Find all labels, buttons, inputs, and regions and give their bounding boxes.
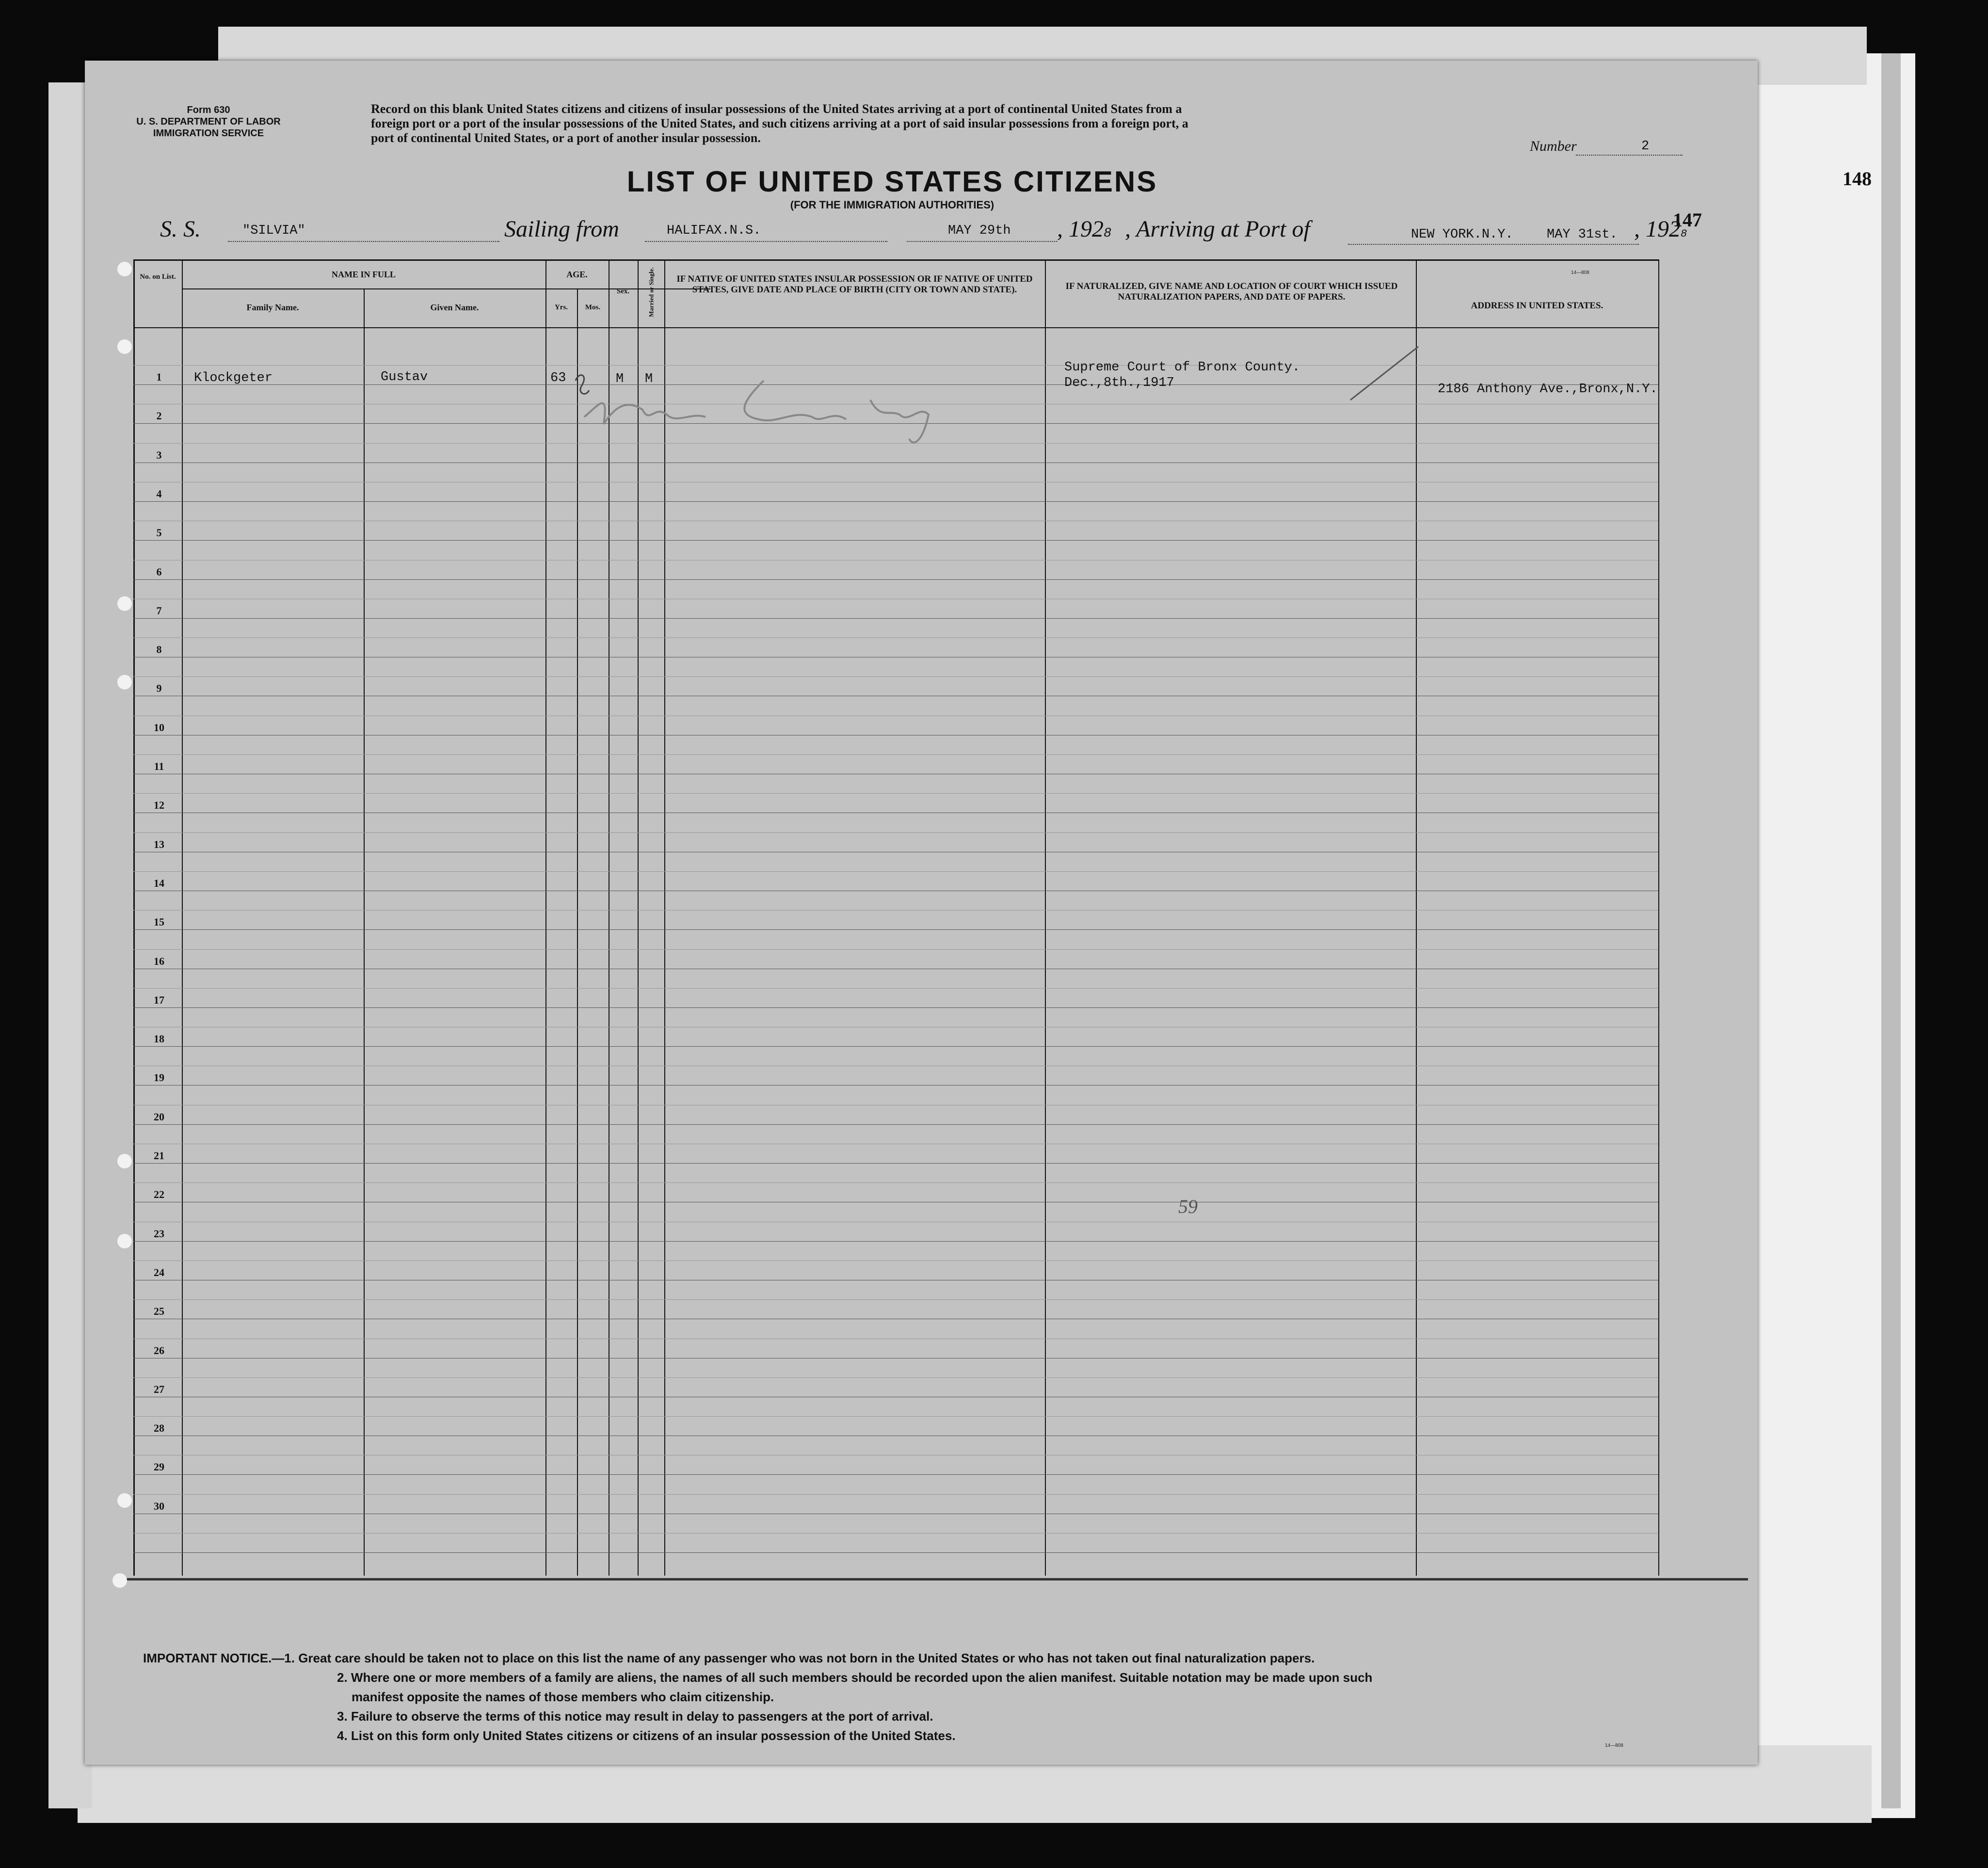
passenger-table [85,61,1758,1765]
row-number: 16 [154,955,164,967]
notice-item [143,1648,1743,1668]
entry-court-line2: Dec.,8th.,1917 [1064,376,1174,390]
punch-hole [117,596,132,611]
row-number: 15 [154,916,164,928]
instructions-line: foreign port or a port of the insular possessions of the United States, and such citizens arriving at a port of said insular possessions from a foreign port, a [371,116,1188,130]
instructions-line: port of continental United States, or a port of another insular possession. [371,131,761,145]
notice-item2a: 2. Where one or more members of a family are aliens, the names of all such members should be recorded upon the alien manifest. Suitable notation may be made upon such [337,1670,1373,1685]
row-rule-light [133,365,1658,366]
row-rule [133,540,1658,541]
row-rule [133,1163,1658,1164]
row-number: 7 [156,604,162,617]
row-number: 20 [154,1110,164,1123]
row-number: 19 [154,1071,164,1084]
row-rule-light [133,1416,1658,1417]
notice-item3: 3. Failure to observe the terms of this notice may result in delay to passengers at the port of arrival. [337,1709,933,1724]
check-mark [1346,342,1423,405]
row-rule-light [133,754,1658,755]
col-rule-right [1658,259,1659,1576]
department-name: U. S. DEPARTMENT OF LABOR [136,116,281,127]
row-number: 17 [154,993,164,1006]
entry-given-name: Gustav [381,370,428,384]
col-rule [1416,259,1417,1576]
number-label: Number [1530,138,1577,154]
row-rule [133,1552,1658,1553]
row-number: 2 [156,410,162,422]
sailing-year-suffix: 8 [1104,226,1112,241]
row-rule [133,1241,1658,1242]
inner-page-number: 147 [1673,209,1702,231]
entry-marital: M [645,372,653,386]
row-rule [133,1046,1658,1047]
header-address: ADDRESS IN UNITED STATES. [1471,301,1603,311]
punch-hole [117,339,132,354]
entry-address: 2186 Anthony Ave.,Bronx,N.Y. [1438,382,1658,397]
form-subtitle: (FOR THE IMMIGRATION AUTHORITIES) [790,199,994,211]
row-number: 3 [156,448,162,461]
stamp-number: 59 [1178,1196,1198,1217]
row-number: 27 [154,1383,164,1395]
notice-item4: 4. List on this form only United States citizens or citizens of an insular possession of the United States. [337,1728,956,1743]
arrival-port: NEW YORK.N.Y. [1411,227,1513,242]
row-rule [133,1007,1658,1008]
header-birth: IF NATIVE OF UNITED STATES INSULAR POSSESSION OR IF NATIVE OF UNITED STATES, GIVE DATE AND PLACE OF BIRTH (CITY OR TOWN AND STATE). [676,274,1033,295]
header-age: AGE. [566,270,588,279]
printer-mark-bottom: 14—808 [1605,1743,1623,1748]
row-rule-light [133,1377,1658,1378]
instructions-line: Record on this blank United States citizens and citizens of insular possessions of the United States arriving at a port of continental United States from a [371,102,1182,116]
header-no-on-list: No. on List. [140,273,176,281]
row-rule-light [133,793,1658,794]
row-number: 26 [154,1344,164,1357]
row-number: 23 [154,1227,164,1240]
row-number: 5 [156,527,162,539]
table-bottom-rule [126,1578,1748,1581]
row-rule [133,1085,1658,1086]
notice-item2b: manifest opposite the names of those members who claim citizenship. [352,1690,774,1704]
row-rule-light [133,832,1658,833]
ss-label: S. S. [160,216,201,242]
header-bottom-rule [133,327,1658,328]
punch-hole [117,675,132,689]
header-married: Married or Single. [647,267,655,317]
row-rule [133,1474,1658,1475]
col-rule-left [133,259,135,1576]
notice-item1: 1. Great care should be taken not to place on this list the name of any passenger who was not born in the United States or who has not taken out final naturalization papers. [284,1651,1315,1665]
row-number: 25 [154,1305,164,1318]
arriving-label: , Arriving at Port of [1125,216,1310,242]
sailing-year-prefix: , 192 [1057,216,1104,242]
punch-hole [117,1493,132,1508]
header-yrs: Yrs. [554,303,568,311]
row-number: 6 [156,565,162,578]
header-given-name: Given Name. [430,303,479,312]
col-rule [182,259,183,1576]
number-value: 2 [1641,139,1650,154]
row-rule-light [133,1299,1658,1300]
form-number: Form 630 [187,105,230,115]
printer-mark-top: 14—808 [1571,270,1589,275]
row-number: 1 [156,371,162,383]
row-rule-light [133,1182,1658,1183]
arrival-year-suffix: 8 [1681,228,1687,240]
outer-page-number: 148 [1843,168,1872,190]
important-notice [143,1648,1743,1745]
row-number: 4 [156,487,162,500]
row-number: 8 [156,643,162,656]
punch-hole [117,262,132,276]
row-number: 30 [154,1500,164,1512]
form-title: LIST OF UNITED STATES CITIZENS [626,165,1158,198]
row-number: 9 [156,682,162,695]
manifest-page [85,61,1758,1765]
sailing-port: HALIFAX.N.S. [667,224,761,238]
col-rule [1045,259,1046,1576]
row-rule-light [133,676,1658,677]
row-rule [133,618,1658,619]
header-name-in-full: NAME IN FULL [331,270,396,279]
row-number: 24 [154,1266,164,1278]
row-rule-light [133,871,1658,872]
handwritten-annotation [531,371,977,497]
row-rule [133,501,1658,502]
row-number: 18 [154,1033,164,1045]
row-number: 29 [154,1461,164,1473]
entry-court-line1: Supreme Court of Bronx County. [1064,360,1300,375]
header-naturalized: IF NATURALIZED, GIVE NAME AND LOCATION OF COURT WHICH ISSUED NATURALIZATION PAPERS, AND DATE OF PAPERS. [1065,281,1398,302]
service-name: IMMIGRATION SERVICE [153,128,264,139]
header-mos: Mos. [585,303,601,311]
header-sex: Sex. [616,287,630,295]
ship-name: "SILVIA" [242,224,305,238]
row-rule [133,929,1658,930]
sailing-date: MAY 29th [948,224,1011,238]
row-number: 11 [154,760,164,772]
row-number: 10 [154,721,164,734]
row-number: 14 [154,877,164,889]
back-page-edge [1881,53,1901,1808]
entry-age-yrs: 63 [550,371,566,385]
punch-hole [117,1234,132,1248]
row-rule [133,1124,1658,1125]
row-number: 13 [154,838,164,850]
arrival-year-prefix: , 192 [1634,216,1681,242]
row-rule-light [133,988,1658,989]
row-rule-light [133,949,1658,950]
arrival-date: MAY 31st. [1547,227,1618,242]
entry-family-name: Klockgeter [194,371,273,385]
row-number: 28 [154,1422,164,1435]
row-number: 22 [154,1188,164,1201]
punch-hole [112,1573,127,1588]
row-rule-light [133,1494,1658,1495]
sailing-label: Sailing from [504,216,619,242]
entry-sex: M [616,372,624,386]
row-number: 12 [154,799,164,812]
row-number: 21 [154,1150,164,1162]
row-rule [133,579,1658,580]
notice-label: IMPORTANT NOTICE.— [143,1651,285,1665]
table-top-rule [133,259,1658,261]
punch-hole [117,1154,132,1168]
header-family-name: Family Name. [246,303,299,312]
